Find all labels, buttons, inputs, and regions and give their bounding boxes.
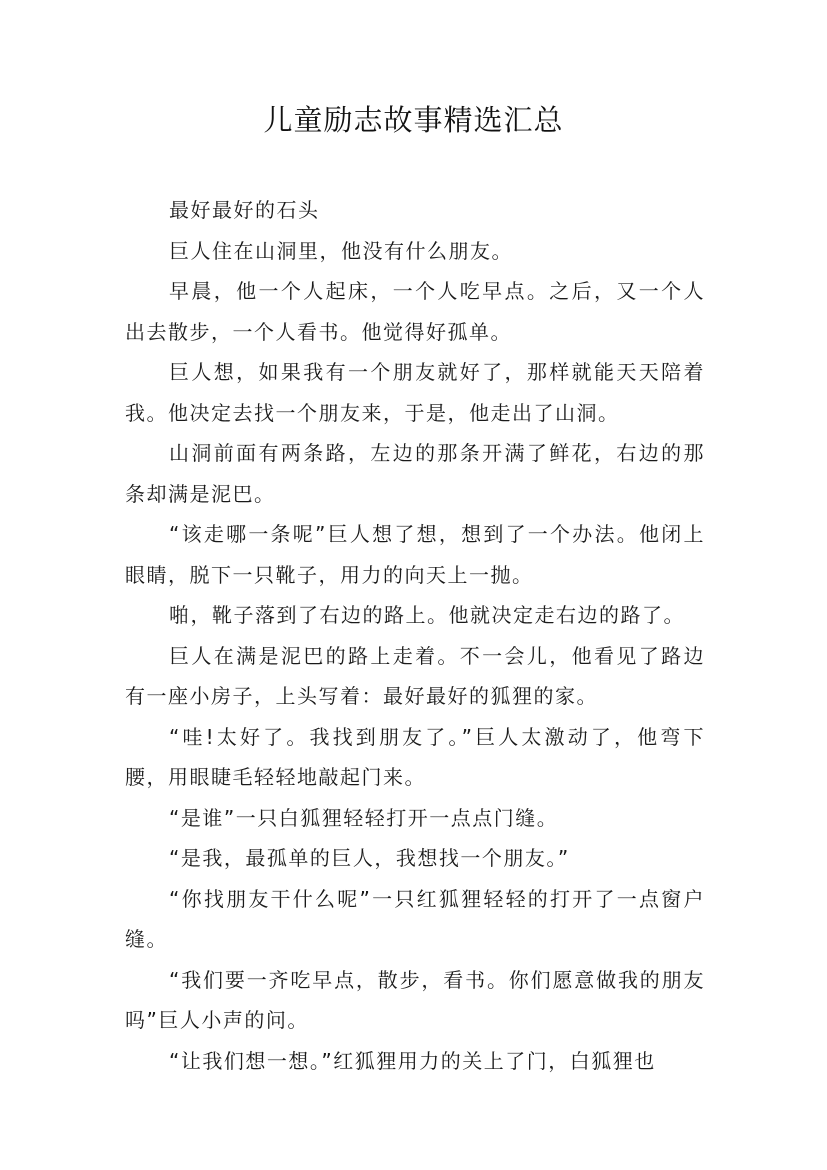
paragraph: 啪，靴子落到了右边的路上。他就决定走右边的路了。	[169, 603, 685, 627]
paragraph: 山洞前面有两条路，左边的那条开满了鲜花，右边的那条却满是泥巴。	[125, 441, 705, 506]
paragraph: 巨人在满是泥巴的路上走着。不一会儿，他看见了路边有一座小房子，上头写着：最好最好的狐狸的家。	[125, 643, 705, 708]
paragraph: “哇!太好了。我找到朋友了。”巨人太激动了，他弯下腰，用眼睫毛轻轻地敲起门来。	[125, 724, 705, 789]
paragraph: “是谁”一只白狐狸轻轻打开一点点门缝。	[169, 805, 559, 830]
paragraph: “是我，最孤单的巨人，我想找一个朋友。”	[169, 846, 570, 870]
paragraph: “该走哪一条呢”巨人想了想，想到了一个办法。他闭上眼睛，脱下一只靴子，用力的向天上一抛。	[125, 522, 705, 587]
paragraph: “让我们想一想。”红狐狸用力的关上了门，白狐狸也	[169, 1048, 656, 1073]
paragraph: 最好最好的石头	[169, 198, 320, 222]
paragraph: 巨人想，如果我有一个朋友就好了，那样就能天天陪着我。他决定去找一个朋友来，于是，他走出了山洞。	[125, 360, 705, 425]
paragraph: “我们要一齐吃早点，散步，看书。你们愿意做我的朋友吗”巨人小声的问。	[125, 967, 705, 1032]
paragraph: 早晨，他一个人起床，一个人吃早点。之后，又一个人出去散步，一个人看书。他觉得好孤单。	[125, 279, 705, 344]
document-body	[125, 190, 705, 1081]
paragraph: 巨人住在山洞里，他没有什么朋友。	[169, 238, 513, 263]
document-title: 儿童励志故事精选汇总	[263, 103, 564, 137]
paragraph: “你找朋友干什么呢”一只红狐狸轻轻的打开了一点窗户缝。	[125, 886, 705, 951]
